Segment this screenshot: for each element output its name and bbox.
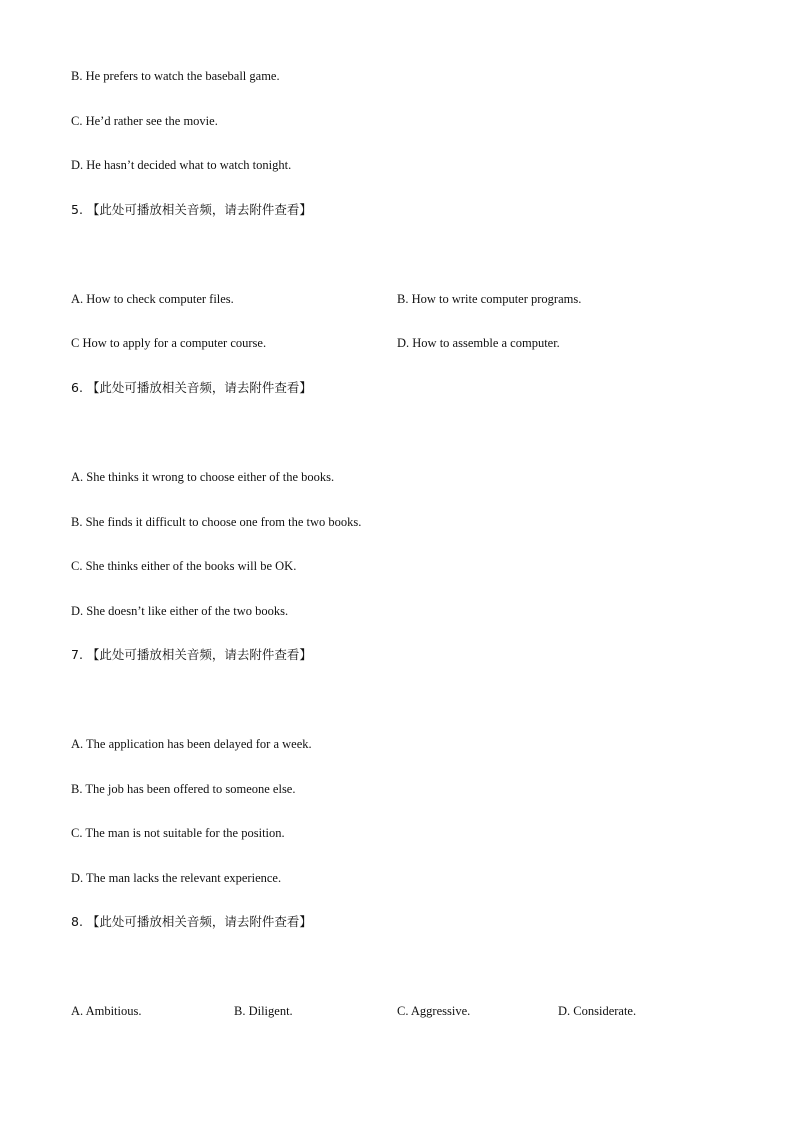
q5-option-c: C How to apply for a computer course. <box>71 336 267 350</box>
q7-option-d: D. The man lacks the relevant experience. <box>71 871 282 885</box>
q6-option-c: C. She thinks either of the books will be OK. <box>71 559 297 573</box>
q7-title: 7. 【此处可播放相关音频，请去附件查看】 <box>71 647 312 662</box>
q8-title: 8. 【此处可播放相关音频，请去附件查看】 <box>71 914 312 929</box>
q5-option-d: D. How to assemble a computer. <box>397 336 560 350</box>
q4-option-d: D. He hasn’t decided what to watch tonight. <box>71 158 292 172</box>
q7-option-a: A. The application has been delayed for a week. <box>71 737 312 751</box>
q8-option-a: A. Ambitious. <box>71 1004 142 1018</box>
q5-option-b: B. How to write computer programs. <box>397 292 582 306</box>
q5-option-a: A. How to check computer files. <box>71 292 234 306</box>
q8-option-d: D. Considerate. <box>558 1004 637 1018</box>
q6-title: 6. 【此处可播放相关音频，请去附件查看】 <box>71 380 312 395</box>
q4-option-b: B. He prefers to watch the baseball game. <box>71 69 280 83</box>
q8-option-c: C. Aggressive. <box>397 1004 471 1018</box>
q6-option-b: B. She finds it difficult to choose one from the two books. <box>71 515 362 529</box>
q5-title: 5. 【此处可播放相关音频，请去附件查看】 <box>71 202 312 217</box>
q6-option-a: A. She thinks it wrong to choose either of the books. <box>71 470 335 484</box>
q6-option-d: D. She doesn’t like either of the two books. <box>71 604 289 618</box>
q8-option-b: B. Diligent. <box>234 1004 293 1018</box>
q4-option-c: C. He’d rather see the movie. <box>71 114 218 128</box>
q7-option-b: B. The job has been offered to someone else. <box>71 782 296 796</box>
q7-option-c: C. The man is not suitable for the position. <box>71 826 285 840</box>
